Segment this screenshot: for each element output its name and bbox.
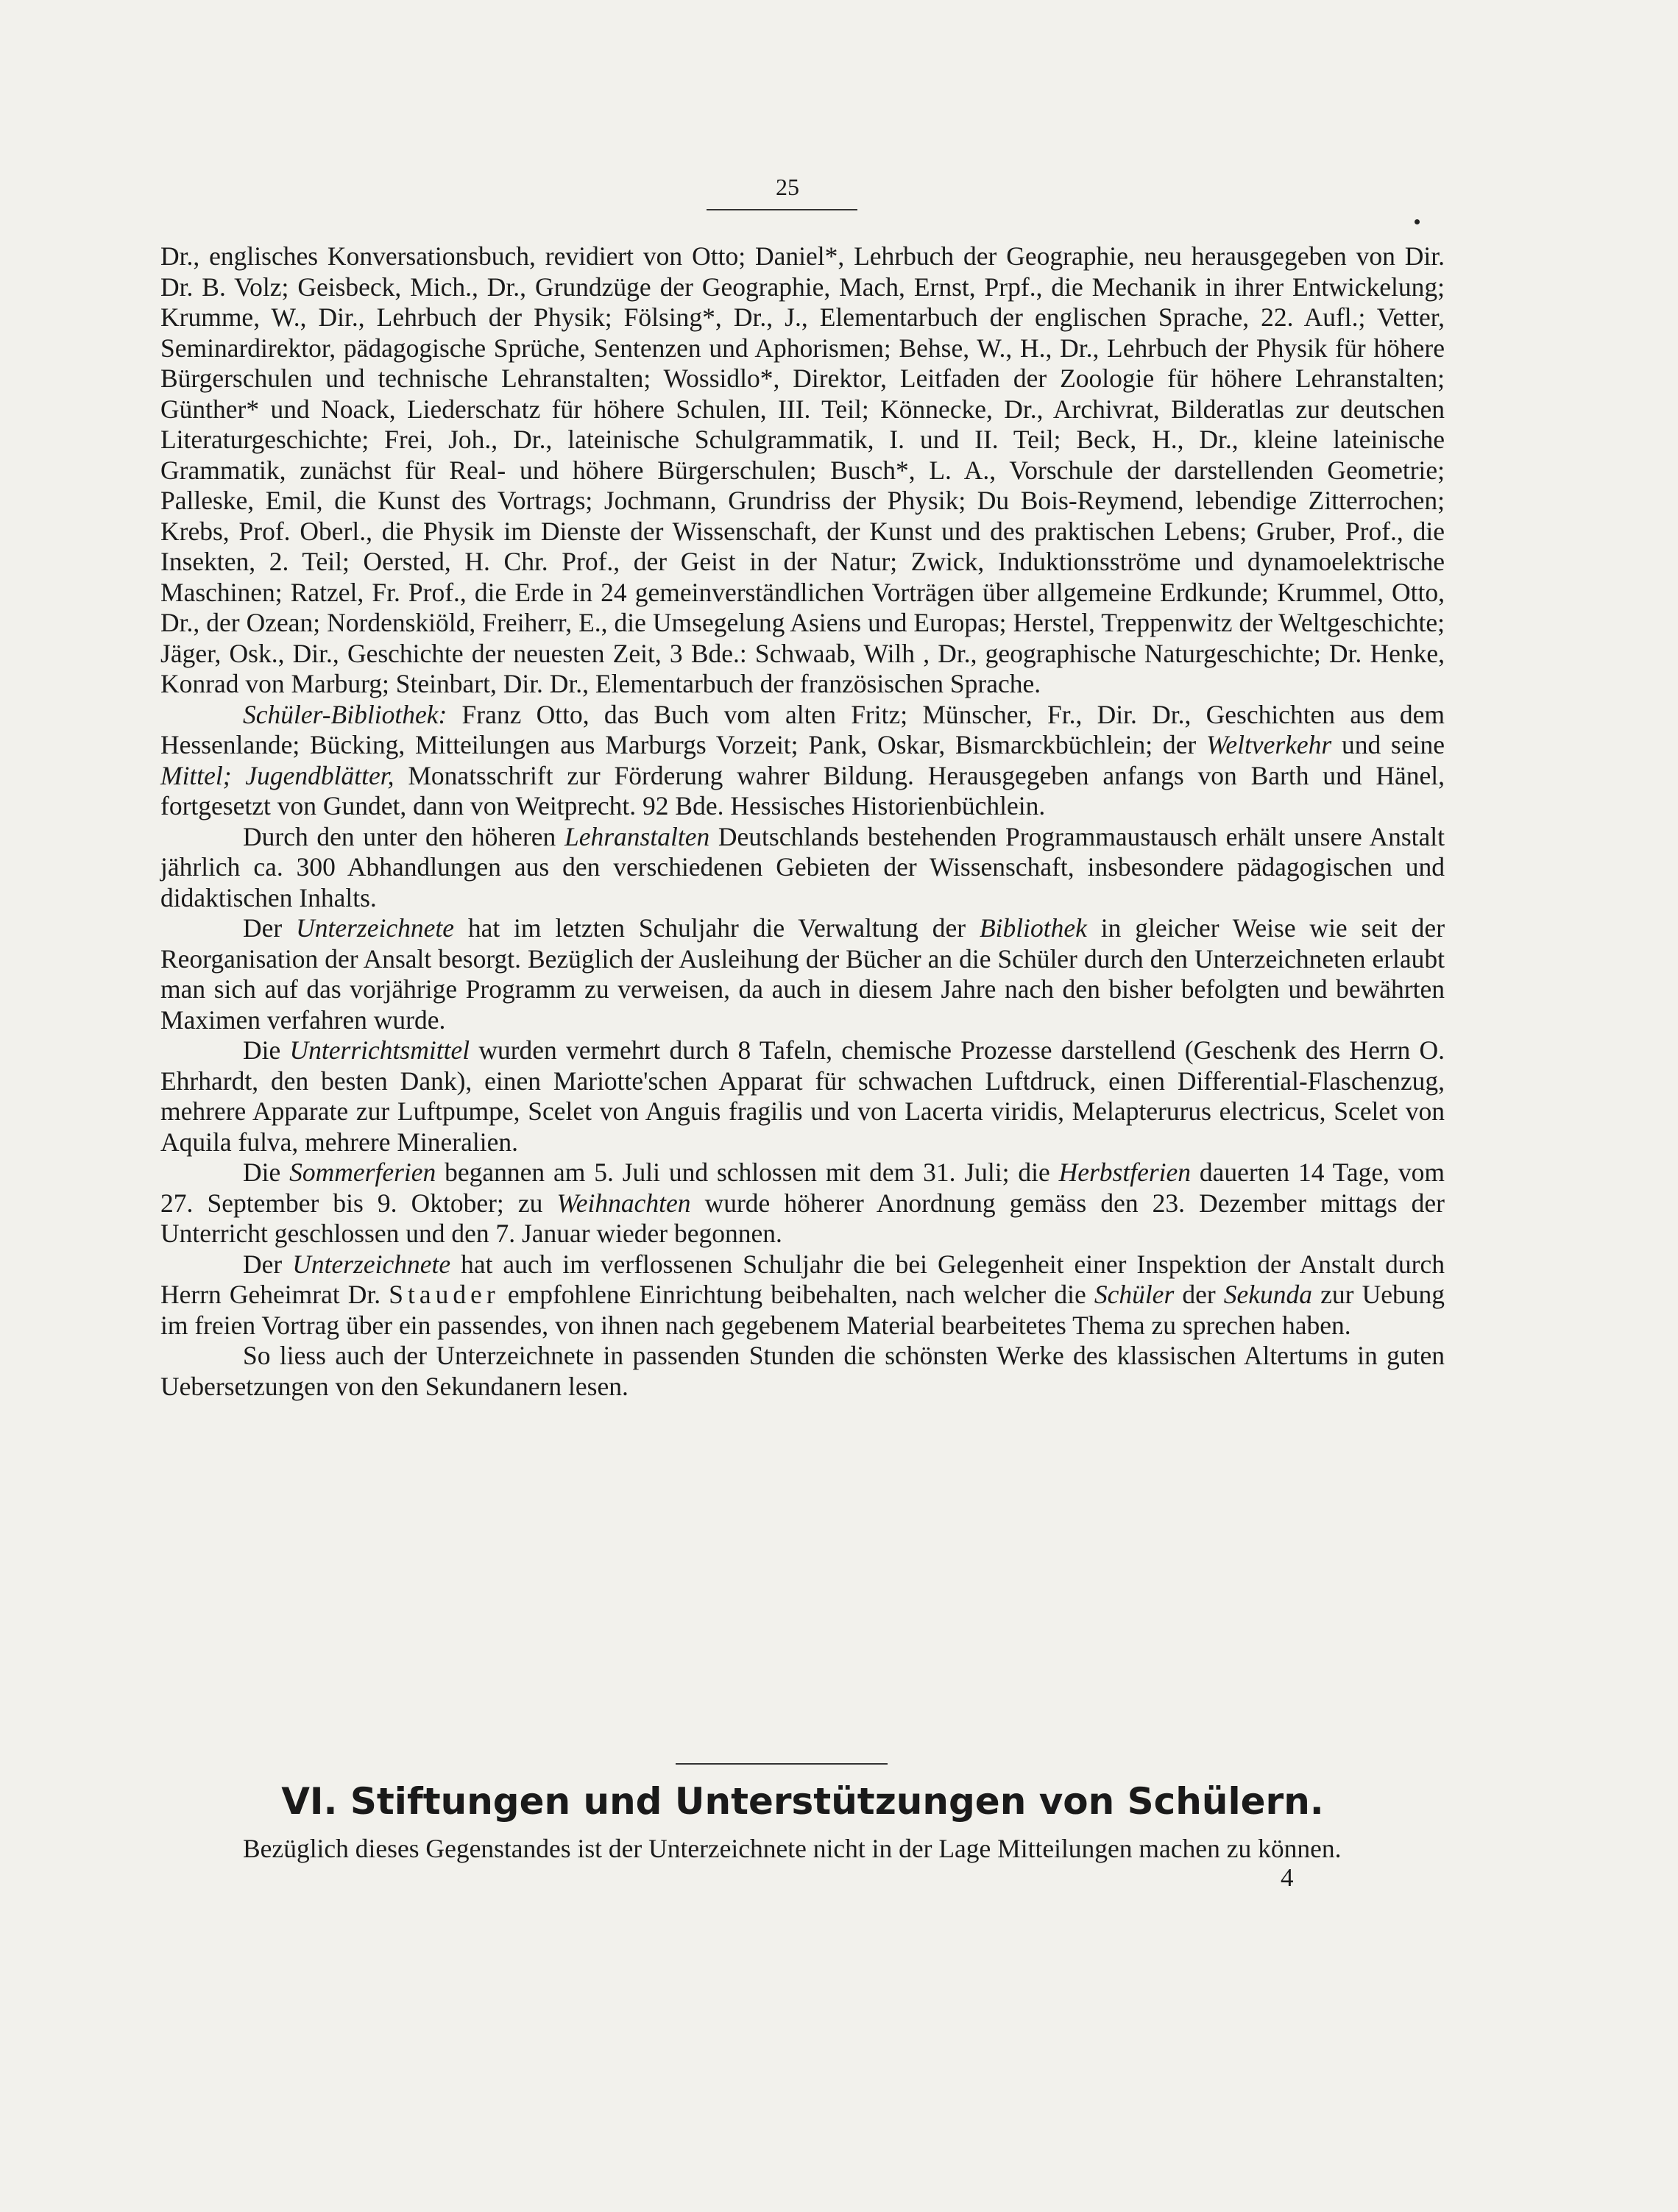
paragraph-unterrichtsmittel: Die Unterrichtsmittel wurden vermehrt durch 8 Tafeln, chemische Prozesse darstellend (Geschenk des Herrn O. Ehrhardt, den besten Dank), einen Mariotte'schen Apparat für schwachen Luftdruck, einen Differential-Flaschenzug, mehrere Apparate zur Luftpumpe, Scelet von Anguis fragilis und von Lacerta viridis, Melapterurus electricus, Scelet von Aquila fulva, mehrere Mineralien. — [160, 1035, 1445, 1157]
paragraph-programmaustausch: Durch den unter den höheren Lehranstalten Deutschlands bestehenden Programmaustausch erhält unsere Anstalt jährlich ca. 300 Abhandlungen aus den verschiedenen Gebieten der Wissenschaft, insbesondere pädagogischen und didaktischen Inhalts. — [160, 821, 1445, 912]
paragraph-schueler-bibliothek: Schüler-Bibliothek: Franz Otto, das Buch vom alten Fritz; Münscher, Fr., Dir. Dr., Geschichten aus dem Hessenlande; Bücking, Mitteilungen aus Marburgs Vorzeit; Pank, Oskar, Bismarckbüchlein; der Weltverkehr und seine Mittel; Jugendblätter, Monatsschrift zur Förderung wahrer Bildung. Herausgegeben anfangs von Barth und Hänel, fortgesetzt von Gundet, dann von Weitprecht. 92 Bde. Hessisches Historienbüchlein. — [160, 699, 1445, 820]
main-text — [160, 241, 1445, 1402]
page-number-rule — [707, 209, 857, 210]
paragraph-bibliothek: Der Unterzeichnete hat im letzten Schuljahr die Verwaltung der Bibliothek in gleicher Weise wie seit der Reorganisation der Ansalt besorgt. Bezüglich der Ausleihung der Bücher an die Schüler durch den Unterzeichneten erlaubt man sich auf das vorjährige Programm zu verweisen, da auch in diesem Jahre nach den bisher befolgten und bewährten Maximen verfahren wurde. — [160, 913, 1445, 1035]
ink-dot — [1415, 219, 1420, 224]
paragraph-stiftungen: Bezüglich dieses Gegenstandes ist der Unterzeichnete nicht in der Lage Mitteilungen machen zu können. — [243, 1834, 1342, 1863]
schueler-bibliothek-label: Schüler-Bibliothek: — [243, 699, 447, 729]
paragraph-uebersetzungen: So liess auch der Unterzeichnete in passenden Stunden die schönsten Werke des klassischen Altertums in guten Uebersetzungen von den Sekundanern lesen. — [160, 1341, 1445, 1401]
paragraph-vortrag: Der Unterzeichnete hat auch im verflossenen Schuljahr die bei Gelegenheit einer Inspektion der Anstalt durch Herrn Geheimrat Dr. Stauder empfohlene Einrichtung beibehalten, nach welcher die Schüler der Sekunda zur Uebung im freien Vortrag über ein passendes, von ihnen nach gegebenem Material bearbeitetes Thema zu sprechen haben. — [160, 1249, 1445, 1340]
section-separator — [676, 1763, 888, 1765]
paragraph-book-list: Dr., englisches Konversationsbuch, revidiert von Otto; Daniel*, Lehrbuch der Geographie, neu herausgegeben von Dir. Dr. B. Volz; Geisbeck, Mich., Dr., Grundzüge der Geographie, Mach, Ernst, Prpf., die Mechanik in ihrer Entwickelung; Krumme, W., Dir., Lehrbuch der Physik; Fölsing*, Dr., J., Elementarbuch der englischen Sprache, 22. Aufl.; Vetter, Seminardirektor, pädagogische Sprüche, Sentenzen und Aphorismen; Behse, W., H., Dr., Lehrbuch der Physik für höhere Bürgerschulen und technische Lehranstalten; Wossidlo*, Direktor, Leitfaden der Zoologie für höhere Lehranstalten; Günther* und Noack, Liederschatz für höhere Schulen, III. Teil; Könnecke, Dr., Archivrat, Bilderatlas zur deutschen Literaturgeschichte; Frei, Joh., Dr., lateinische Schulgrammatik, I. und II. Teil; Beck, H., Dr., kleine lateinische Grammatik, zunächst für Real- und höhere Bürgerschulen; Busch*, L. A., Vorschule der darstellenden Geometrie; Palleske, Emil, die Kunst des Vortrags; Jochmann, Grundriss der Physik; Du Bois-Reymend, lebendige Zitterrochen; Krebs, Prof. Oberl., die Physik im Dienste der Wissenschaft, der Kunst und des praktischen Lebens; Gruber, Prof., die Insekten, 2. Teil; Oersted, H. Chr. Prof., der Geist in der Natur; Zwick, Induktionsströme und dynamoelektrische Maschinen; Ratzel, Fr. Prof., die Erde in 24 gemeinverständlichen Vorträgen über allgemeine Erdkunde; Krummel, Otto, Dr., der Ozean; Nordenskiöld, Freiherr, E., die Umsegelung Asiens und Europas; Herstel, Treppenwitz der Weltgeschichte; Jäger, Osk., Dir., Geschichte der neuesten Zeit, 3 Bde.: Schwaab, Wilh , Dr., geographische Naturgeschichte; Dr. Henke, Konrad von Marburg; Steinbart, Dir. Dr., Elementarbuch der französischen Sprache. — [160, 241, 1445, 698]
page-number: 25 — [776, 174, 799, 200]
section-heading: VI. Stiftungen und Unterstützungen von Schülern. — [281, 1780, 1324, 1823]
sheet-signature: 4 — [1281, 1863, 1294, 1892]
section-text — [160, 1834, 1445, 1865]
paragraph-ferien: Die Sommerferien begannen am 5. Juli und schlossen mit dem 31. Juli; die Herbstferien dauerten 14 Tage, vom 27. September bis 9. Oktober; zu Weihnachten wurde höherer Anordnung gemäss den 23. Dezember mittags der Unterricht geschlossen und den 7. Januar wieder begonnen. — [160, 1158, 1445, 1248]
